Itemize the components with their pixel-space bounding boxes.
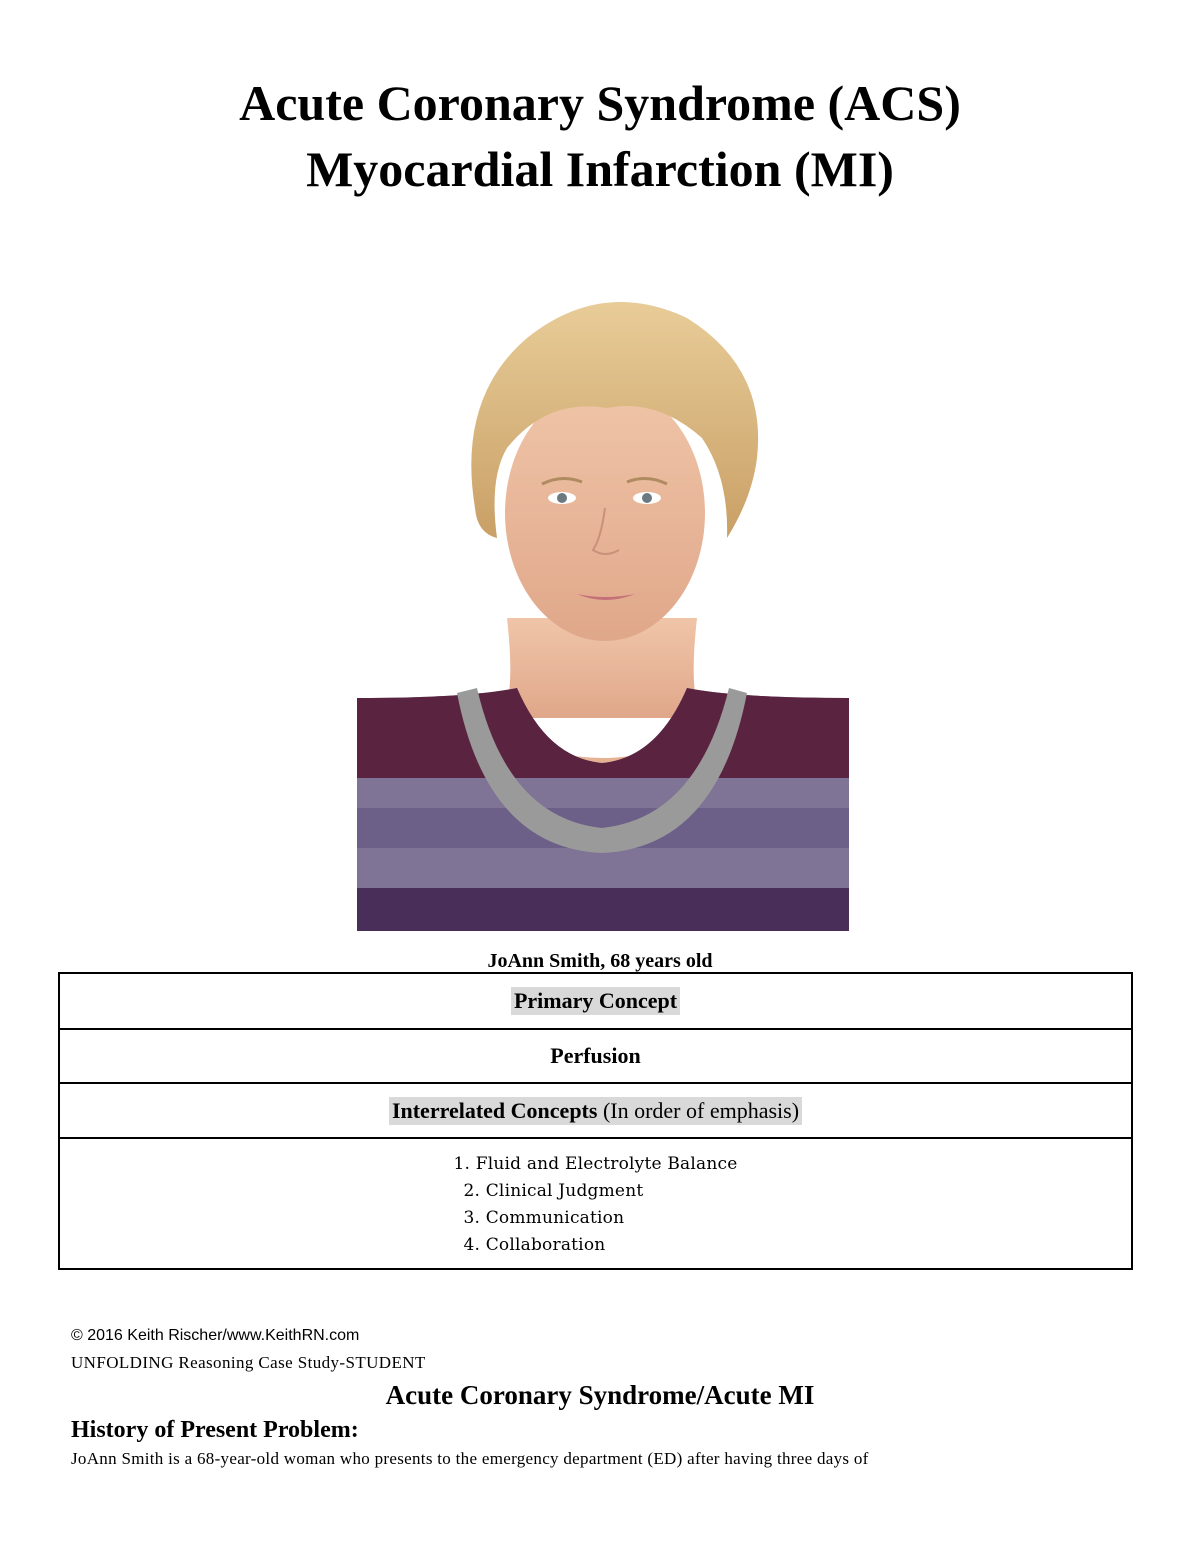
document-title-line-2: Myocardial Infarction (MI) (306, 141, 894, 197)
primary-concept-row (60, 974, 1131, 1030)
study-type-text: UNFOLDING Reasoning Case Study-STUDENT (71, 1353, 426, 1372)
interrelated-concepts-label: Interrelated Concepts (391, 1097, 598, 1123)
primary-concept-value: Perfusion (550, 1043, 641, 1068)
primary-concept-value-row (60, 1030, 1131, 1084)
interrelated-concepts-list-row (60, 1139, 1131, 1268)
primary-concept-label: Primary Concept (511, 987, 680, 1015)
list-item: 1. Fluid and Electrolyte Balance (453, 1154, 738, 1174)
list-item: 3. Communication (463, 1208, 625, 1228)
interrelated-concepts-list (454, 1139, 738, 1259)
list-item: 4. Collaboration (463, 1235, 606, 1255)
interrelated-concepts-note: (In order of emphasis) (602, 1097, 800, 1123)
copyright-text: © 2016 Keith Rischer/www.KeithRN.com (71, 1327, 360, 1344)
concept-table (58, 972, 1133, 1270)
interrelated-concepts-row (60, 1084, 1131, 1139)
patient-photo (357, 288, 849, 931)
history-heading: History of Present Problem: (71, 1417, 359, 1443)
list-item: 2. Clinical Judgment (463, 1181, 644, 1201)
patient-caption: JoAnn Smith, 68 years old (487, 950, 713, 972)
section-title: Acute Coronary Syndrome/Acute MI (385, 1380, 815, 1410)
document-title-line-1: Acute Coronary Syndrome (ACS) (239, 75, 961, 131)
interrelated-concepts-header (389, 1097, 802, 1125)
history-text: JoAnn Smith is a 68-year-old woman who presents to the emergency department (ED) after having three days of (71, 1449, 869, 1468)
